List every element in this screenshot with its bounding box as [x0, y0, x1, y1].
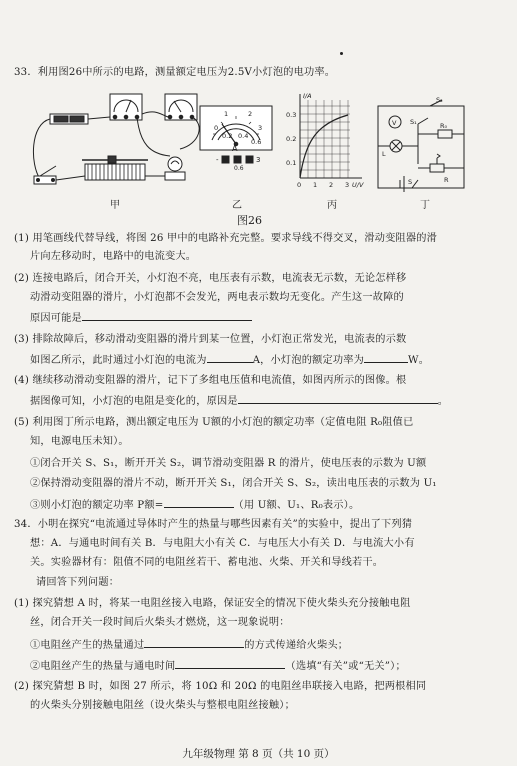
- q33-part5-step1: ①闭合开关 S、S₁，断开开关 S₂，调节滑动变阻器 R 的滑片，使电压表的示数为 U额: [30, 458, 427, 469]
- q33-part4-text2: 。: [437, 396, 449, 407]
- q33-part4-line2: [30, 393, 517, 409]
- q33-part3-line2: [30, 352, 517, 368]
- q34-line1: 34．小明在探究“电流通过导体时产生的热量与哪些因素有关”的实验中，提出了下列猜: [14, 519, 413, 530]
- q33-part1-line2: 片向左移动时，电路中的电流变大。: [30, 251, 197, 262]
- q33-part5-power-blank[interactable]: [164, 497, 234, 508]
- figure-26-jia-circuit: [33, 94, 199, 184]
- q33-part3-text1: 如图乙所示，此时通过小灯泡的电流为: [30, 355, 207, 366]
- q34-item2-text1: ②电阻丝产生的热量与通电时间: [30, 661, 176, 672]
- q33-part3-power-blank[interactable]: [364, 352, 408, 363]
- q34-part1-item1: [30, 637, 517, 653]
- q33-part5-step3: [30, 497, 517, 513]
- ding-label-R: R: [444, 176, 449, 184]
- q33-part1-line1: (1) 用笔画线代替导线，将图 26 甲中的电路补充完整。要求导线不得交叉，滑动变阻器的滑: [14, 233, 438, 244]
- ding-label-R0: R₀: [440, 122, 448, 130]
- q34-line3: 关。实验器材有：阻值不同的电阻丝若干、蓄电池、火柴、开关和导线若干。: [30, 557, 384, 568]
- ammeter-tick-1: 1: [224, 110, 229, 118]
- ding-label-V: V: [392, 119, 397, 127]
- graph-xlabel: U/V: [352, 181, 364, 189]
- q33-part5-step3-text1: ③则小灯泡的额定功率 P额=: [30, 500, 164, 511]
- graph-xtick-0: 0: [297, 181, 302, 189]
- q33-part5-line1: (5) 利用图丁所示电路，测出额定电压为 U额的小灯泡的额定功率（定值电阻 R₀阻值已: [14, 417, 414, 428]
- q33-part4-text1: 据图像可知，小灯泡的电阻是变化的，原因是: [30, 396, 238, 407]
- figure-label-ding: 丁: [420, 200, 430, 211]
- ding-label-S1: S₁: [410, 118, 417, 126]
- ammeter-tick-02: 0.2: [222, 132, 233, 140]
- q33-part3-text3: W。: [408, 355, 430, 366]
- q33-part3-text2: A，小灯泡的额定功率为: [252, 355, 365, 366]
- q34-line4: 请回答下列问题：: [36, 577, 120, 588]
- graph-ytick-01: 0.1: [286, 159, 297, 167]
- ammeter-unit: A: [232, 144, 238, 153]
- ammeter-tick-3: 3: [258, 124, 263, 132]
- ding-label-S2: S₂: [436, 96, 443, 104]
- ammeter-terminal-3: 3: [256, 156, 261, 164]
- q33-part3-current-blank[interactable]: [207, 352, 253, 363]
- figure-26-ding-circuit: [378, 100, 464, 192]
- figure-26-bing-labels: [286, 92, 364, 189]
- q33-part4-line1: (4) 继续移动滑动变阻器的滑片，记下了多组电压值和电流值，如图丙所示的图像。根: [14, 375, 407, 386]
- q33-part2-line1: (2) 连接电路后，闭合开关，小灯泡不亮，电压表有示数，电流表无示数，无论怎样移: [14, 273, 407, 284]
- ammeter-tick-0: 0: [214, 124, 219, 132]
- figure-label-jia: 甲: [110, 200, 120, 211]
- graph-ytick-02: 0.2: [286, 135, 297, 143]
- q34-item1-text1: ①电阻丝产生的热量通过: [30, 640, 145, 651]
- figure-caption: 图26: [237, 214, 262, 227]
- figure-26: [0, 84, 517, 224]
- q33-part2-answer-blank[interactable]: [82, 310, 252, 321]
- q33-part5-step2: ②保持滑动变阻器的滑片不动，断开开关 S₁，闭合开关 S、S₂，读出电压表的示数为 U₁: [30, 478, 437, 489]
- ammeter-tick-06: 0.6: [251, 138, 262, 146]
- q33-part5-line2: 知，电源电压未知）。: [30, 436, 129, 447]
- ding-label-S: S: [408, 178, 413, 186]
- q34-part1-line1: (1) 探究猜想 A 时，将某一电阻丝接入电路，保证安全的情况下使火柴头充分接触电阻: [14, 598, 411, 609]
- q33-part2-cause-label: 原因可能是: [30, 313, 82, 324]
- q34-part1-item2: [30, 658, 517, 674]
- page-footer: 九年级物理 第 8 页（共 10 页）: [182, 748, 335, 760]
- graph-ytick-03: 0.3: [286, 111, 297, 119]
- graph-xtick-3: 3: [345, 181, 350, 189]
- ink-dot: [340, 52, 343, 55]
- figure-label-bing: 丙: [327, 200, 337, 211]
- graph-xtick-2: 2: [329, 181, 334, 189]
- q33-part3-line1: (3) 排除故障后，移动滑动变阻器的滑片到某一位置，小灯泡正常发光，电流表的示数: [14, 334, 407, 345]
- graph-ylabel: I/A: [303, 92, 312, 100]
- q33-part2-line3: [30, 310, 517, 326]
- figure-label-yi: 乙: [232, 200, 242, 211]
- q34-line2: 想：A．与通电时间有关 B．与电阻大小有关 C．与电压大小有关 D．与电流大小有: [30, 538, 415, 549]
- figure-26-yi-ammeter: [200, 106, 272, 163]
- ammeter-tick-2: 2: [248, 110, 253, 118]
- ammeter-terminal-06: 0.6: [234, 165, 244, 172]
- ammeter-terminal-neg: -: [216, 156, 219, 164]
- ding-label-L: L: [382, 150, 386, 158]
- graph-xtick-1: 1: [313, 181, 318, 189]
- q33-part2-line2: 动滑动变阻器的滑片，小灯泡都不会发光，两电表示数均无变化。产生这一故障的: [30, 292, 404, 303]
- q33-part4-reason-blank[interactable]: [238, 393, 438, 404]
- q34-part2-line2: 的火柴头分别接触电阻丝（设火柴头与整根电阻丝接触）；: [30, 700, 295, 711]
- ammeter-tick-04: 0.4: [238, 132, 249, 140]
- figure-26-bing-graph: [300, 94, 362, 178]
- q34-item1-text2: 的方式传递给火柴头；: [244, 640, 349, 651]
- q34-part1-line2: 丝，闭合开关一段时间后火柴头才燃烧，这一现象说明：: [30, 617, 290, 628]
- q33-part5-step3-text2: （用 U额、U₁、R₀表示）。: [233, 500, 360, 511]
- q34-part2-line1: (2) 探究猜想 B 时，如图 27 所示，将 10Ω 和 20Ω 的电阻丝串联接入电路，把两根相同: [14, 681, 427, 692]
- q34-item2-text2: （选填“有关”或“无关”）；: [285, 661, 406, 672]
- q34-item2-blank[interactable]: [175, 658, 285, 669]
- q34-item1-blank[interactable]: [144, 637, 244, 648]
- q33-stem: 33．利用图26中所示的电路，测量额定电压为2.5V小灯泡的电功率。: [14, 67, 336, 78]
